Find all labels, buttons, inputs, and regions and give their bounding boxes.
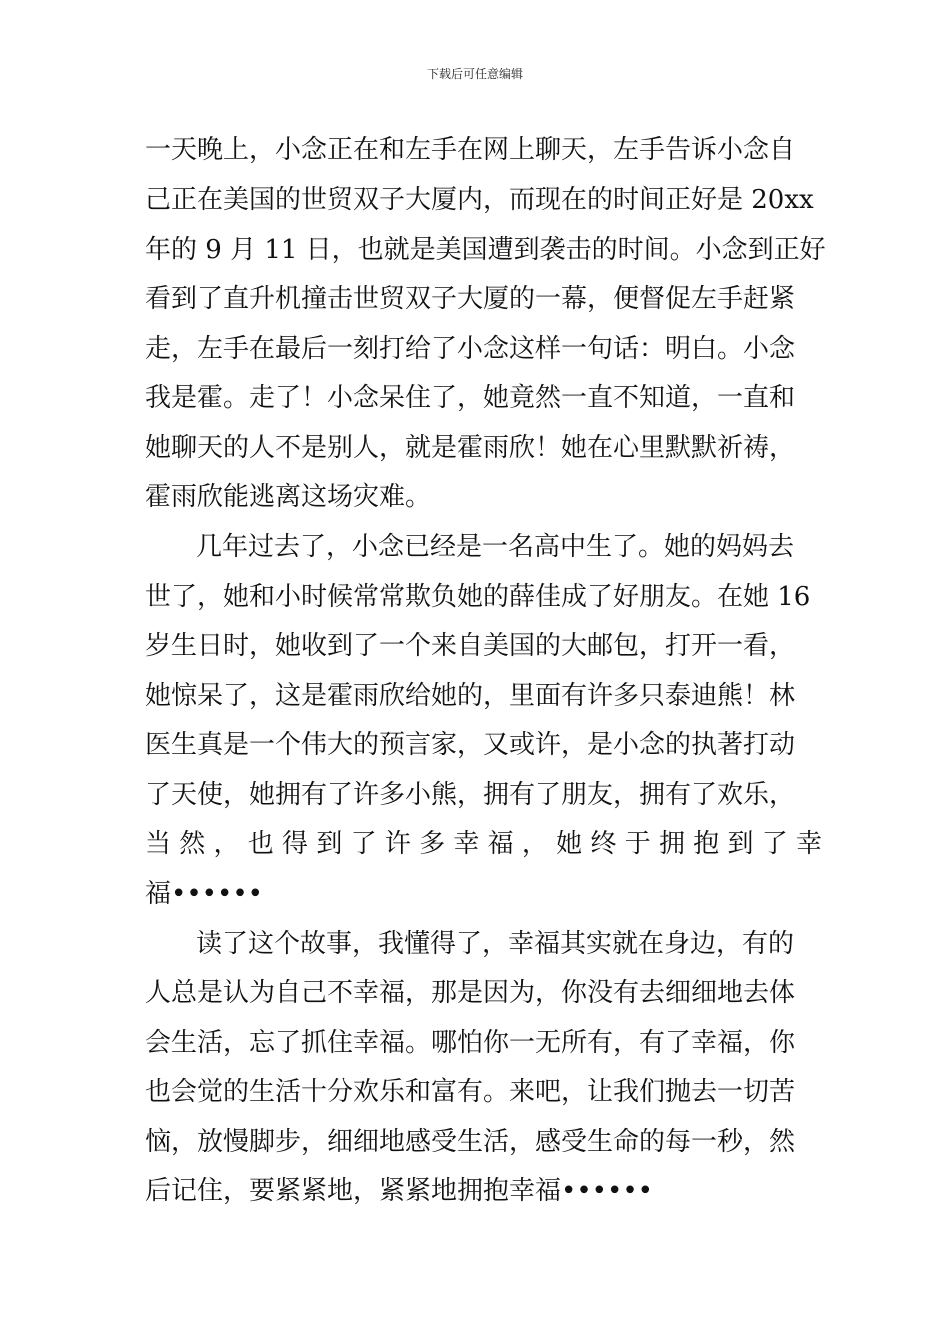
paragraph-first-line: 几年过去了，小念已经是一名高中生了。她的妈妈去 bbox=[196, 532, 795, 562]
text-line: 福•••••• bbox=[145, 879, 264, 909]
text-line: 霍雨欣能逃离这场灾难。 bbox=[145, 482, 432, 512]
text-line: 一天晚上，小念正在和左手在网上聊天，左手告诉小念自 bbox=[145, 135, 796, 165]
text-line: 走，左手在最后一刻打给了小念这样一句话：明白。小念 bbox=[145, 334, 796, 364]
text-line: 了天使，她拥有了许多小熊，拥有了朋友，拥有了欢乐， bbox=[145, 780, 796, 810]
text-line: 年的 9 月 11 日，也就是美国遭到袭击的时间。小念到正好 bbox=[145, 235, 826, 265]
text-line: 后记住，要紧紧地，紧紧地拥抱幸福•••••• bbox=[145, 1176, 654, 1206]
text-line: 她聊天的人不是别人，就是霍雨欣！她在心里默默祈祷， bbox=[145, 433, 796, 463]
text-line: 医生真是一个伟大的预言家，又或许，是小念的执著打动 bbox=[145, 730, 796, 760]
text-line: 她惊呆了，这是霍雨欣给她的，里面有许多只泰迪熊！林 bbox=[145, 681, 796, 711]
text-line: 看到了直升机撞击世贸双子大厦的一幕，便督促左手赶紧 bbox=[145, 284, 796, 314]
page-header: 下载后可任意编辑 bbox=[426, 67, 523, 81]
text-line: 会生活，忘了抓住幸福。哪怕你一无所有，有了幸福，你 bbox=[145, 1028, 796, 1058]
text-line: 也会觉的生活十分欢乐和富有。来吧，让我们抛去一切苦 bbox=[145, 1077, 796, 1107]
text-line: 当 然 ， 也 得 到 了 许 多 幸 福 ， 她 终 于 拥 抱 到 了 幸 bbox=[145, 829, 823, 859]
text-line: 岁生日时，她收到了一个来自美国的大邮包，打开一看， bbox=[145, 631, 796, 661]
text-line: 人总是认为自己不幸福，那是因为，你没有去细细地去体 bbox=[145, 978, 796, 1008]
text-line: 己正在美国的世贸双子大厦内，而现在的时间正好是 20xx bbox=[145, 185, 814, 215]
text-line: 恼，放慢脚步，细细地感受生活，感受生命的每一秒，然 bbox=[145, 1127, 796, 1157]
text-line: 我是霍。走了！小念呆住了，她竟然一直不知道，一直和 bbox=[145, 383, 796, 413]
paragraph-first-line: 读了这个故事，我懂得了，幸福其实就在身边，有的 bbox=[196, 929, 795, 959]
text-line: 世了，她和小时候常常欺负她的薛佳成了好朋友。在她 16 bbox=[145, 582, 811, 612]
